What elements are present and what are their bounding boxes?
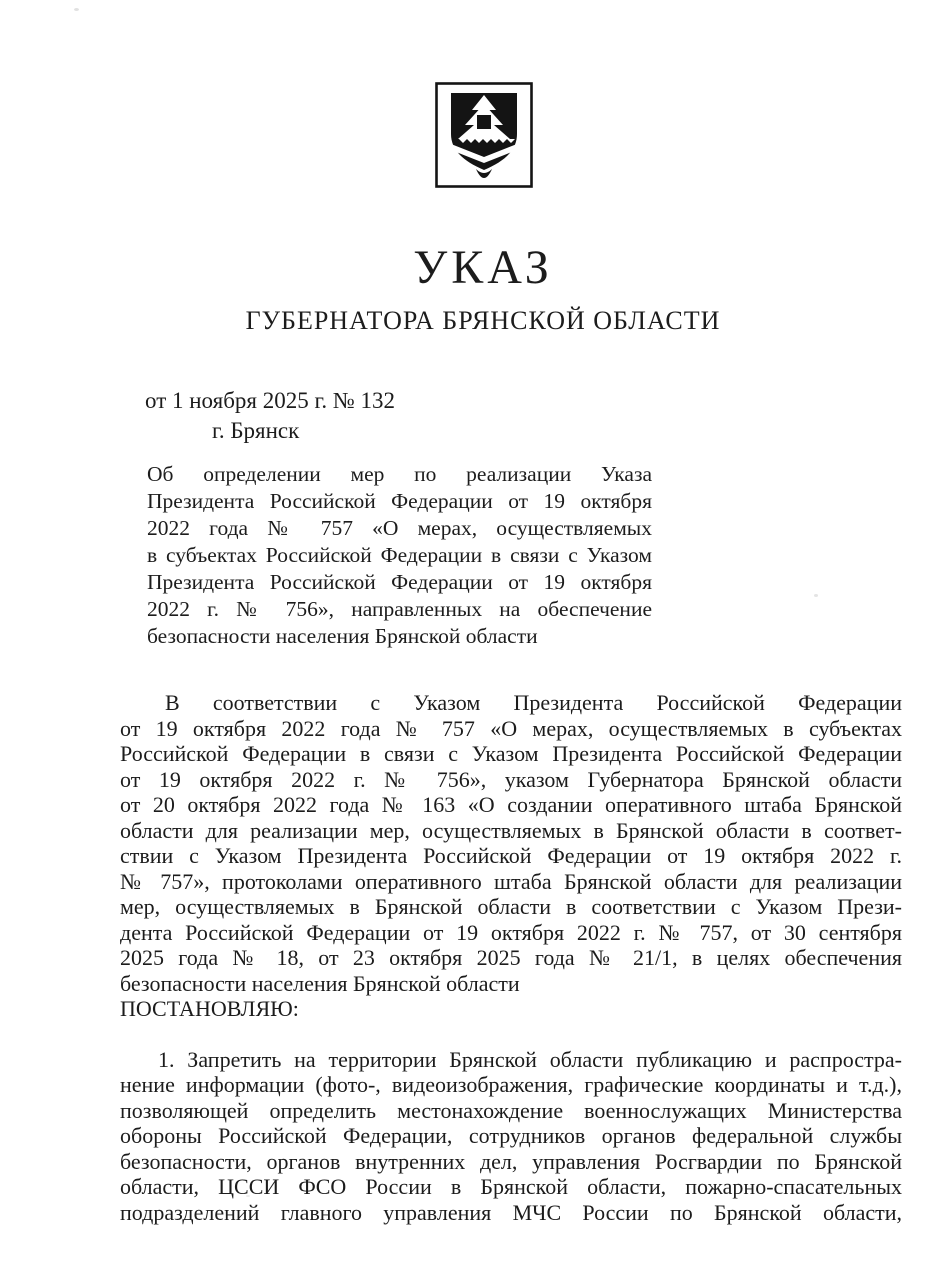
text-line: 1. Запретить на территории Брянской области публикацию и распростра- (158, 1046, 902, 1072)
item-1-paragraph (120, 1047, 902, 1226)
text-line: мер, осуществляемых в Брянской области в соответствии с Указом Прези- (120, 894, 902, 919)
scan-artifact (74, 8, 79, 11)
text-line: области, ЦССИ ФСО России в Брянской области, пожарно-спасательных (120, 1174, 902, 1199)
text-line: безопасности населения Брянской области (147, 624, 538, 648)
text-line: подразделений главного управления МЧС России по Брянской области, (120, 1199, 902, 1225)
text-line: дента Российской Федерации от 19 октября 2022 г. № 757, от 30 сентября (120, 919, 902, 945)
dateline-block (145, 386, 395, 446)
text-line: Российской Федерации в связи с Указом Президента Российской Федерации (120, 741, 902, 766)
body-column (120, 690, 902, 1225)
text-line: позволяющей определить местонахождение военнослужащих Министерства (120, 1097, 902, 1123)
text-line: 2022 г. № 756», направленных на обеспечение (147, 597, 652, 621)
text-line: № 757», протоколами оперативного штаба Брянской области для реализации (120, 868, 902, 894)
text-line: в субъектах Российской Федерации в связи с Указом (147, 543, 652, 567)
text-line: от 19 октября 2022 г. № 756», указом Губернатора Брянской области (120, 766, 902, 792)
text-line: Президента Российской Федерации от 19 октября (147, 570, 652, 594)
text-line: 2022 года № 757 «О мерах, осуществляемых (147, 516, 652, 540)
document-title: УКАЗ (413, 241, 553, 294)
text-line: нение информации (фото-, видеоизображения, графические координаты и т.д.), (120, 1072, 902, 1097)
text-line: ствии с Указом Президента Российской Федерации от 19 октября 2022 г. (120, 843, 902, 868)
preamble-paragraph (120, 690, 902, 996)
document-subtitle: ГУБЕРНАТОРА БРЯНСКОЙ ОБЛАСТИ (245, 306, 721, 335)
document-header (33, 241, 932, 336)
place-line: г. Брянск (212, 418, 300, 443)
subject-paragraph (147, 461, 652, 650)
text-line: безопасности населения Брянской области (120, 970, 520, 996)
date-number-line: от 1 ноября 2025 г. № 132 (145, 388, 396, 413)
resolution-word: ПОСТАНОВЛЯЮ: (120, 996, 299, 1021)
text-line: обороны Российской Федерации, сотрудников органов федеральной службы (120, 1123, 902, 1148)
text-line: безопасности, органов внутренних дел, управления Росгвардии по Брянской (120, 1148, 902, 1174)
text-line: Об определении мер по реализации Указа (147, 462, 652, 486)
scan-artifact (814, 594, 818, 597)
text-line: области для реализации мер, осуществляемых в Брянской области в соответ- (120, 817, 902, 843)
coat-of-arms-icon (435, 82, 533, 188)
text-line: В соответствии с Указом Президента Российской Федерации (165, 690, 902, 715)
text-line: от 19 октября 2022 года № 757 «О мерах, осуществляемых в субъектах (120, 715, 902, 741)
scan-artifact (246, 1195, 250, 1197)
text-line: 2025 года № 18, от 23 октября 2025 года № 21/1, в целях обеспечения (120, 945, 902, 970)
text-line: от 20 октября 2022 года № 163 «О создании оперативного штаба Брянской (120, 792, 902, 817)
text-line: Президента Российской Федерации от 19 октября (147, 489, 652, 513)
